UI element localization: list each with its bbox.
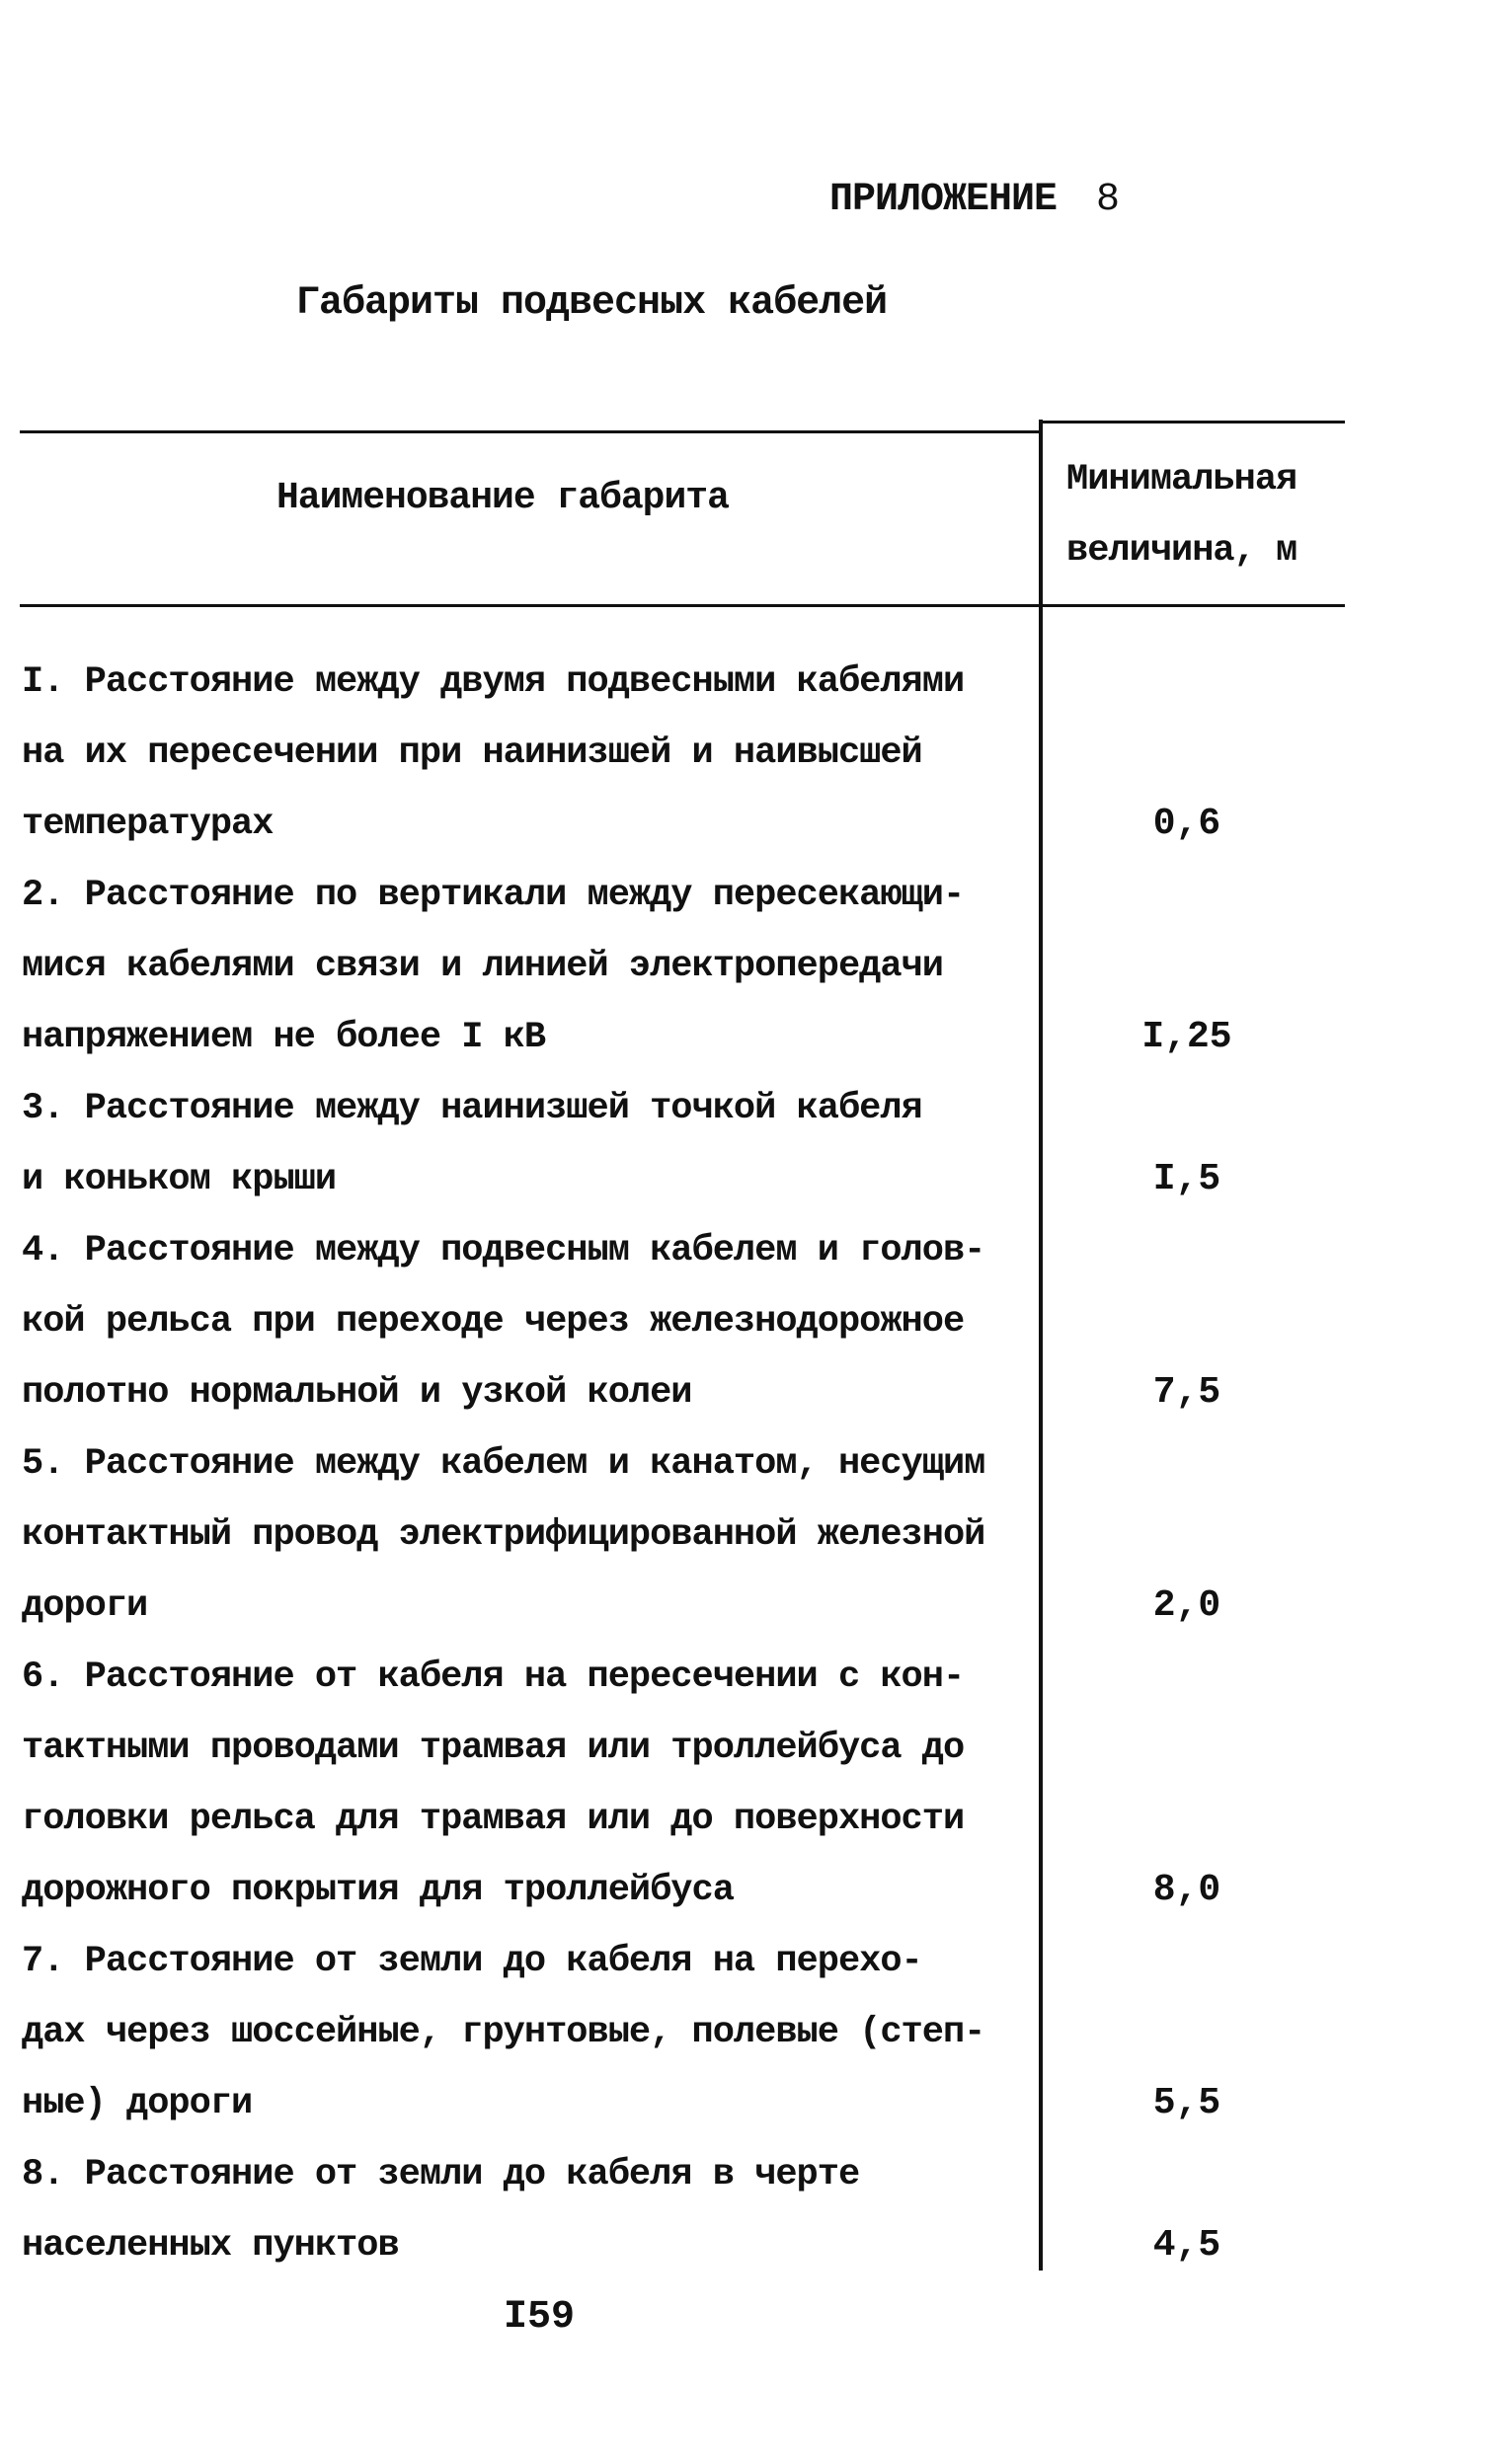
table-row: [22, 1926, 1221, 2139]
row-description: 4. Расстояние между подвесным кабелем и голов- кой рельса при переходе через железнодорожное полотно нормальной и узкой колеи: [22, 1230, 985, 1414]
row-description: 3. Расстояние между наинизшей точкой кабеля и коньком крыши: [22, 1088, 922, 1200]
row-value: I,25: [1141, 1016, 1232, 1058]
table-column-divider: [1039, 420, 1043, 2271]
table-body: [22, 647, 1232, 2281]
table-row: [22, 2139, 1221, 2281]
column-header-value-line2: величина, м: [1066, 530, 1297, 572]
page-title: Габариты подвесных кабелей: [296, 281, 888, 326]
table-row: [22, 1215, 1221, 1428]
table-row: [22, 1428, 1221, 1642]
table-row: [22, 1642, 1221, 1926]
table-top-rule: [20, 430, 1042, 433]
appendix-heading: [829, 178, 1119, 222]
table-row: [22, 860, 1232, 1073]
row-description: 5. Расстояние между кабелем и канатом, несущим контактный провод электрифицированной железной дороги: [22, 1443, 985, 1627]
row-value: 2,0: [1152, 1584, 1221, 1627]
row-value: 5,5: [1152, 2082, 1221, 2124]
appendix-number: 8: [1096, 178, 1120, 222]
row-value: I,5: [1152, 1158, 1221, 1200]
column-header-value: [1066, 444, 1296, 586]
table-row: [22, 647, 1221, 860]
table-header-rule: [20, 604, 1345, 607]
appendix-label: ПРИЛОЖЕНИЕ: [829, 178, 1058, 222]
table-row: [22, 1073, 1221, 1215]
row-value: 0,6: [1152, 803, 1221, 845]
table-top-rule-right: [1039, 421, 1345, 424]
row-value: 8,0: [1152, 1869, 1221, 1911]
column-header-name: Наименование габарита: [276, 477, 729, 519]
row-description: 8. Расстояние от земли до кабеля в черте населенных пунктов: [22, 2154, 860, 2267]
row-description: 6. Расстояние от кабеля на пересечении с кон- тактными проводами трамвая или троллейбуса до головки рельса для трамвая или до поверхности дорожного покрытия для троллейбуса: [22, 1656, 965, 1911]
row-description: 2. Расстояние по вертикали между пересекающи- мися кабелями связи и линией электропередачи напряжением не более I кВ: [22, 875, 965, 1058]
row-description: 7. Расстояние от земли до кабеля на перехо- дах через шоссейные, грунтовые, полевые (степ- ные) дороги: [22, 1941, 985, 2124]
row-value: 4,5: [1152, 2224, 1221, 2267]
column-header-value-line1: Минимальная: [1066, 459, 1297, 500]
row-value: 7,5: [1152, 1371, 1221, 1414]
page-number: I59: [504, 2295, 576, 2340]
row-description: I. Расстояние между двумя подвесными кабелями на их пересечении при наинизшей и наивысшей температурах: [22, 661, 965, 845]
